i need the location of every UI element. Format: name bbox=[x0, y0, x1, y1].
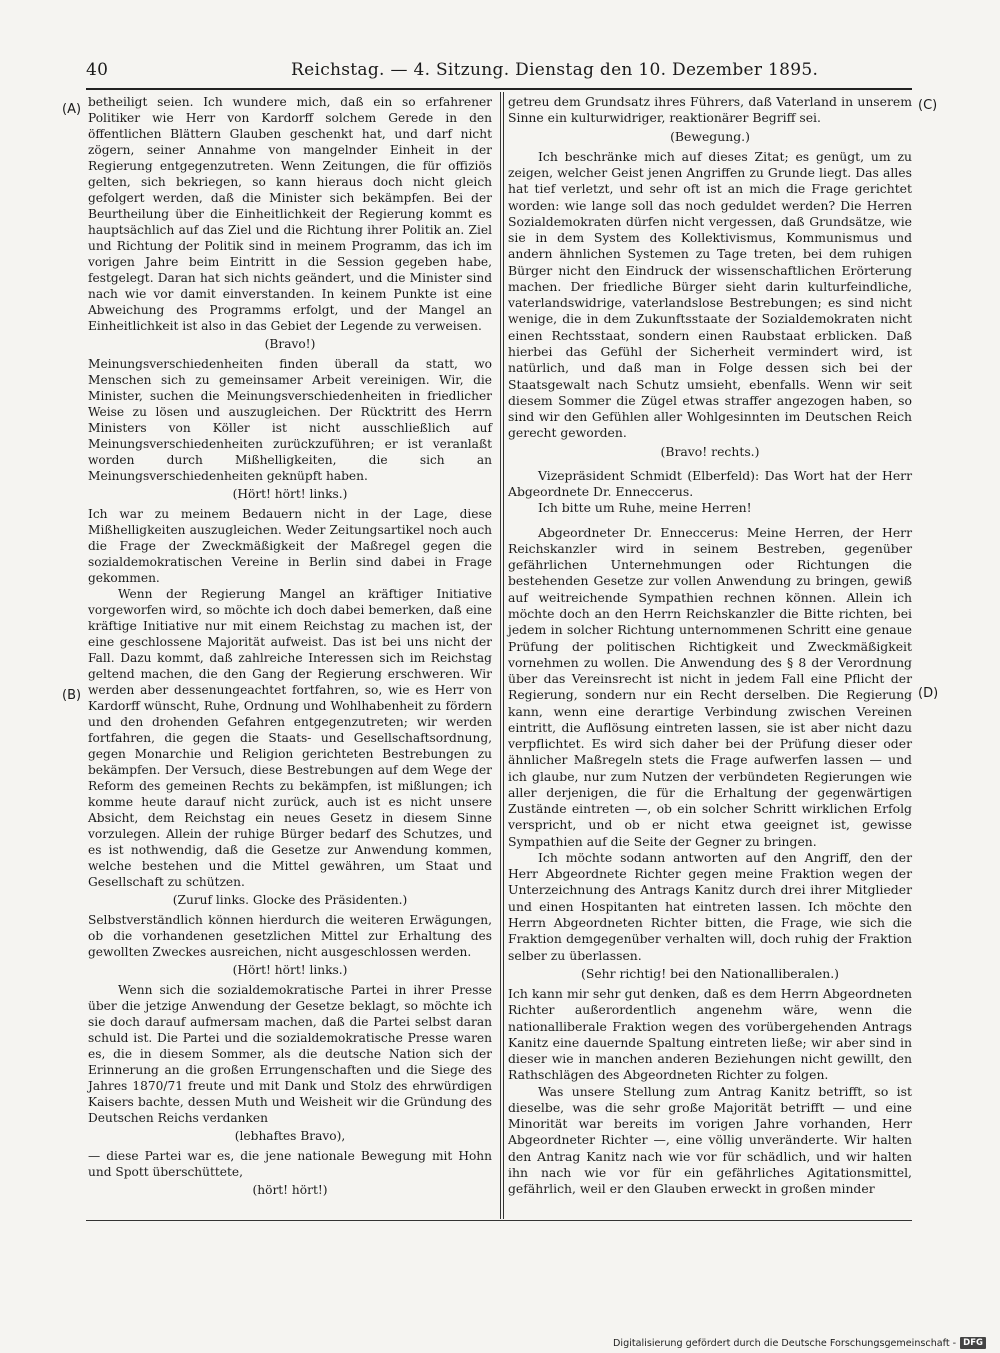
interjection: (hört! hört!) bbox=[252, 1183, 328, 1197]
paragraph: Meinungsverschiedenheiten finden überall da statt, wo Menschen sich zu gemeinsamer Arbeit vereinigen. Wir, die Minister, suchen die Meinungsverschiedenheiten in friedlicher Weise zu lösen und auszugleichen. Der Rücktritt des Herrn Ministers von Köller ist nicht ausschließlich auf Meinungsverschiedenheiten zurückzuführen; er ist veranlaßt worden durch Mißhelligkeiten, die sich an Meinungsverschiedenheiten geknüpft haben. bbox=[88, 357, 492, 483]
interjection: (Bewegung.) bbox=[670, 128, 750, 144]
speaker-paragraph: Vizepräsident Schmidt (Elberfeld): Das Wort hat der Herr Abgeordnete Dr. Enneccerus. bbox=[508, 467, 912, 500]
interjection: (Zuruf links. Glocke des Präsidenten.) bbox=[172, 893, 408, 907]
left-column bbox=[88, 94, 492, 1202]
credit-text: Digitalisierung gefördert durch die Deutsche Forschungsgemeinschaft - bbox=[613, 1337, 957, 1349]
paragraph: Ich möchte sodann antworten auf den Angriff, den der Herr Abgeordnete Richter gegen meine Fraktion wegen der Unterzeichnung des Antrags Kanitz durch drei ihrer Mitglieder und einen Hospitanten hat eintreten lassen. Ich möchte den Herrn Abgeordneten Richter bitten, die Frage, wie sich die Fraktion demgegenüber verhalten will, doch ruhig der Fraktion selber zu überlassen. bbox=[508, 849, 912, 963]
paragraph: Ich bitte um Ruhe, meine Herren! bbox=[538, 500, 752, 516]
paragraph: betheiligt seien. Ich wundere mich, daß ein so erfahrener Politiker wie Herr von Kardorff solchem Gerede in den öffentlichen Blättern Glauben geschenkt hat, und darf nicht zögern, seiner Annahme von mangelnder Einheit in der Regierung entgegenzutreten. Wenn Zeitungen, die für offiziös gelten, sich bekriegen, so kann hieraus doch nicht gleich gefolgert werden, daß die Minister sich bekämpfen. Bei der Beurtheilung über die Einheitlichkeit der Regierung kommt es hauptsächlich auf das Ziel und die Richtung ihrer Politik an. Ziel und Richtung der Politik sind in meinem Programm, das ich im vorigen Jahre beim Eintritt in die Session gegeben habe, festgelegt. Daran hat sich nichts geändert, und die Minister sind nach wie vor damit einverstanden. In keinem Punkte ist eine Abweichung des Programms erfolgt, und der Mangel an Einheitlichkeit ist also in das Gebiet der Legende zu verweisen. bbox=[88, 95, 492, 333]
paragraph: Wenn sich die sozialdemokratische Partei in ihrer Presse über die jetzige Anwendung der Gesetze beklagt, so möchte ich sie doch darauf aufmersam machen, daß die Partei selbst daran schuld ist. Die Partei und die sozialdemokratische Presse waren es, die in diesem Sommer, als die deutsche Nation sich der Erinnerung an die großen Errungenschaften und die Siege des Jahres 1870/71 freute und mit Dank und Stolz des ehrwürdigen Kaisers bachte, dessen Muth und Weisheit wir die Gründung des Deutschen Reichs verdanken bbox=[88, 983, 492, 1125]
paragraph: Selbstverständlich können hierdurch die weiteren Erwägungen, ob die vorhandenen gesetzlichen Mittel zur Erhaltung des gewollten Zweckes ausreichen, nicht ausgeschlossen werden. bbox=[88, 913, 492, 959]
paragraph: getreu dem Grundsatz ihres Führers, daß Vaterland in unserem Sinne ein kulturwidriger, reaktionärer Begriff sei. bbox=[508, 94, 912, 126]
margin-marker-b: (B) bbox=[62, 688, 82, 703]
speaker-paragraph: Abgeordneter Dr. Enneccerus: Meine Herren, der Herr Reichskanzler wird in seinem Bestreben, gegenüber gefährlichen Unternehmungen oder Richtungen die bestehenden Gesetze zur vollen Anwendung zu bringen, gewiß auf weitreichende Sympathien rechnen können. Allein ich möchte doch an den Herrn Reichskanzler die Bitte richten, bei jedem in solcher Richtung unternommenen Schritt eine genaue Prüfung der politischen Richtigkeit und Zweckmäßigkeit vornehmen zu wollen. Die Anwendung des § 8 der Verordnung über das Vereinsrecht ist nicht in jedem Fall eine Pflicht der Regierung, sondern nur ein Recht derselben. Die Regierung kann, wenn eine derartige Verbindung zwischen Vereinen eintritt, die Auflösung eintreten lassen, sie ist aber nicht dazu verpflichtet. Es wird sich daher bei der Prüfung dieser oder ähnlicher Maßregeln stets die Frage aufwerfen lassen — und ich glaube, nur zum Nutzen der verbündeten Regierungen wie aller derjenigen, die für die Erhaltung der gegenwärtigen Zustände eintreten —, ob ein solcher Schritt wirklichen Erfolg verspricht, und ob er nicht etwa geeignet ist, gewisse Sympathien auf die Seite der Gegner zu bringen. bbox=[508, 524, 912, 849]
interjection: (Bravo!) bbox=[264, 337, 316, 351]
margin-marker-a: (A) bbox=[62, 102, 82, 117]
interjection: (Sehr richtig! bei den Nationalliberalen.) bbox=[581, 965, 839, 981]
column-divider bbox=[500, 92, 501, 1219]
paragraph: — diese Partei war es, die jene nationale Bewegung mit Hohn und Spott überschüttete, bbox=[88, 1149, 492, 1179]
header-rule bbox=[86, 88, 912, 90]
paragraph: Wenn der Regierung Mangel an kräftiger Initiative vorgeworfen wird, so möchte ich doch dabei bemerken, daß eine kräftige Initiative nur mit einem Reichstag zu machen ist, der eine geschlossene Majorität aufweist. Das ist bei uns nicht der Fall. Dazu kommt, daß zahlreiche Interessen sich im Reichstag geltend machen, die den Gang der Regierung erschweren. Wir werden aber dessenungeachtet fortfahren, so, wie es Herr von Kardorff wünscht, Ruhe, Ordnung und Wohlhabenheit zu fördern und den drohenden Gefahren entgegenzutreten; wir werden fortfahren, die gegen die Staats- und Gesellschaftsordnung, gegen Monarchie und Religion gerichteten Bestrebungen zu bekämpfen. Der Versuch, diese Bestrebungen auf dem Wege der Reform des gemeinen Rechts zu bekämpfen, ist mißlungen; ich komme heute darauf nicht zurück, auch ist es nicht unsere Absicht, dem Reichstag ein neues Gesetz in diesem Sinne vorzulegen. Allein der ruhige Bürger bedarf des Schutzes, und es ist nothwendig, daß die Gesetze zur Anwendung kommen, welche bestehen und die Mittel gewähren, um Staat und Gesellschaft zu schützen. bbox=[88, 587, 492, 889]
paragraph: Ich kann mir sehr gut denken, daß es dem Herrn Abgeordneten Richter außerordentlich angenehm wäre, wenn die nationalliberale Fraktion wegen des vorübergehenden Antrags Kanitz eine dauernde Spaltung eintreten ließe; wir aber sind in dieser wie in manchen anderen Beziehungen nicht gewillt, den Rathschlägen des Abgeordneten Richter zu folgen. bbox=[508, 986, 912, 1083]
page-header bbox=[86, 60, 912, 84]
interjection: (Hört! hört! links.) bbox=[232, 487, 348, 501]
interjection: (Bravo! rechts.) bbox=[660, 443, 760, 459]
page-number: 40 bbox=[86, 60, 109, 80]
paragraph: Was unsere Stellung zum Antrag Kanitz betrifft, so ist dieselbe, was die sehr große Majorität betrifft — und eine Minorität war bereits im vorigen Jahre vorhanden, Herr Abgeordneter Richter —, eine völlig unveränderte. Wir halten den Antrag Kanitz nach wie vor für schädlich, und wir halten ihn nach wie vor für ein gefährliches Agitationsmittel, gefährlich, weil er den Glauben erweckt in großen minder bbox=[508, 1083, 912, 1197]
margin-marker-d: (D) bbox=[918, 686, 939, 701]
interjection: (lebhaftes Bravo), bbox=[234, 1129, 346, 1143]
paragraph: Ich beschränke mich auf dieses Zitat; es genügt, um zu zeigen, welcher Geist jenen Angriffen zu Grunde liegt. Das alles hat tief verletzt, und sehr oft ist an mich die Frage gerichtet worden: wie lange soll das noch geduldet werden? Die Herren Sozialdemokraten dürfen nicht vergessen, daß Grundsätze, wie sie in dem System des Kollektivismus, Kommunismus und andern ähnlichen Systemen zu Tage treten, bei dem ruhigen Bürger nicht den Eindruck der wissenschaftlichen Erörterung machen. Der friedliche Bürger sieht darin kulturfeindliche, vaterlandswidrige, vaterlandslose Bestrebungen; es sind nicht wenige, die in dem Zukunftsstaate der Sozialdemokraten nicht einen Rechtsstaat, sondern einen Raubstaat erblicken. Daß hierbei das Gefühl der Sicherheit vermindert wird, ist natürlich, und daß man in Folge dessen sich bei der Staatsgewalt nach Schutz umsieht, ebenfalls. Wenn wir seit diesem Sommer die Zügel etwas straffer angezogen haben, so sind wir den Gefühlen aller Wohlgesinnten im Deutschen Reich gerecht geworden. bbox=[508, 148, 912, 441]
paragraph: Ich war zu meinem Bedauern nicht in der Lage, diese Mißhelligkeiten auszugleichen. Weder Zeitungsartikel noch auch die Frage der Zweckmäßigkeit der Maßregel gegen die sozialdemokratischen Vereine in Berlin sind dabei in Frage gekommen. bbox=[88, 507, 492, 585]
right-column bbox=[508, 94, 912, 1198]
column-divider-second bbox=[503, 92, 504, 1219]
interjection: (Hört! hört! links.) bbox=[232, 963, 348, 977]
digitization-credit bbox=[613, 1335, 986, 1351]
running-head: Reichstag. — 4. Sitzung. Dienstag den 10. Dezember 1895. bbox=[291, 60, 819, 80]
dfg-logo: DFG bbox=[960, 1337, 986, 1349]
margin-marker-c: (C) bbox=[918, 98, 938, 113]
footer-rule bbox=[86, 1220, 912, 1221]
